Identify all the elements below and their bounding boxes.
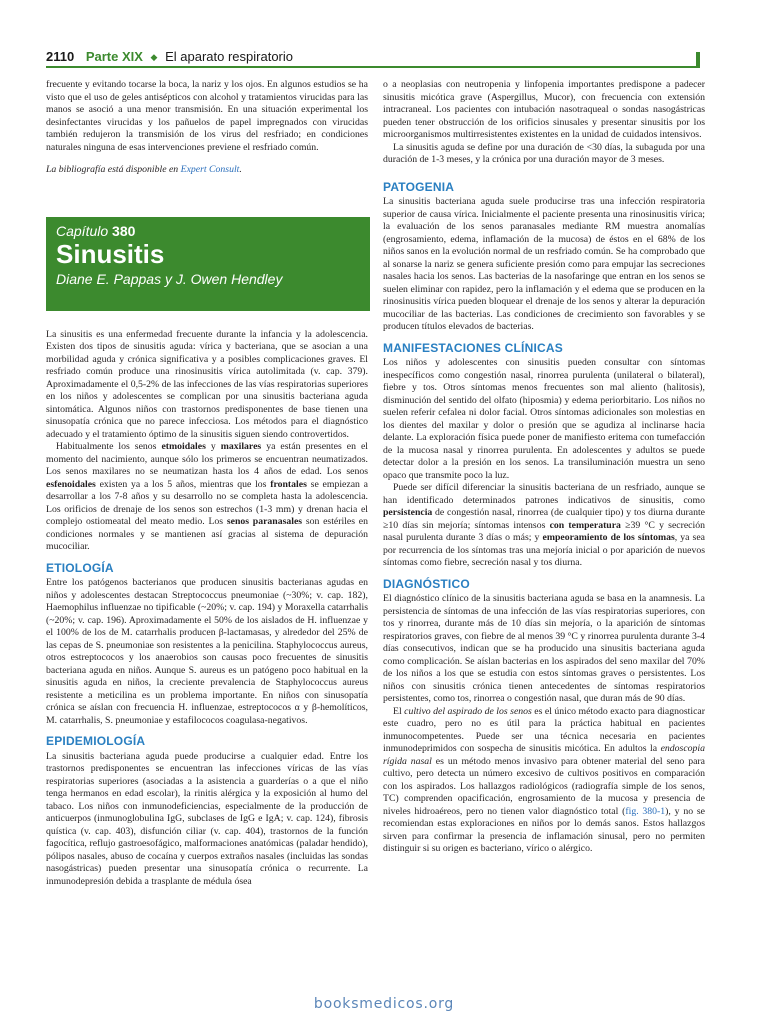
header-rule [46,66,700,68]
chapter-authors: Diane E. Pappas y J. Owen Hendley [56,271,283,287]
bibliography-note: La bibliografía está disponible en Expert Consult. [46,164,242,175]
left-column [46,79,368,888]
body-paragraph: El cultivo del aspirado de los senos es el único método exacto para diagnosticar este cuadro, pero no es útil para la práctica habitual en pacientes inmunocompetentes. Puede ser una técnica necesaria en pacientes inmunodeprimidos con sospecha de sinusitis micótica. En adultos la endoscopia rígida nasal es un método menos invasivo para obtener material del seno para cultivo, pero detecta un número excesivo de cultivos positivos en comparación con los aspirados. Los hallazgos radiológicos (radiografía simple de los senos, TC) comprenden opacificación, engrosamiento de la mucosa y presencia de niveles hidroaéreos, pero no tienen valor diagnóstico total (fig. 380-1), y no se recomiendan estas exploraciones en niños por lo demás sanos. Estos hallazgos sirven para confirmar la presencia de inflamación sinusal, pero no permiten distinguir si su origen es bacteriano, vírico o alérgico. [383,705,706,854]
expert-consult-link[interactable]: Expert Consult [180,164,240,175]
body-paragraph: El diagnóstico clínico de la sinusitis bacteriana aguda se basa en la anamnesis. La persistencia de síntomas de una infección de las vías respiratorias superiores, con tos y rinorrea, durante más de 10 días sin mejoría, o la aparición de síntomas respiratorios graves, con fiebre de al menos 39 °C y rinorrea purulenta durante 3-4 días consecutivos, indican que se ha producido una sinusitis bacteriana aguda como complicación. Se aíslan bacterias en los aspirados del seno maxilar del 70% de los niños a los que se estudia con estos síntomas graves o persistentes. Los niños con sinusitis crónica tienen antecedentes de síntomas respiratorios persistentes, como tos, rinorrea o congestión nasal, que duran más de 90 días. [383,593,705,704]
section-heading-diagnostico: DIAGNÓSTICO [383,576,470,591]
body-paragraph: La sinusitis bacteriana aguda suele producirse tras una infección respiratoria superior de causa vírica. Inicialmente el paciente presenta una rinosinusitis vírica; la evaluación de los senos paranasales mediante RM muestra anomalías (engrosamiento, edema, inflamación de la mucosa) de éstos en el 68% de los niños sanos en la evolución normal de un resfriado común. Se ha comprobado que al sonarse la nariz se genera suficiente presión como para empujar las secreciones nasales hacia los senos. Las bacterias de la nasofaringe que entran en los senos se suelen eliminar con rapidez, pero la inflamación y el edema que se producen en la rinosinusitis vírica pueden bloquear el drenaje de los senos y alterar la depuración mucociliar de las bacterias. Las condiciones de crecimiento son favorables y se producen títulos elevados de bacterias. [383,196,705,332]
running-header [46,48,700,66]
section-heading-etiologia: ETIOLOGÍA [46,560,114,575]
body-paragraph: Entre los patógenos bacterianos que producen sinusitis bacterianas agudas en niños y adolescentes destacan Streptococcus pneumoniae (~30%; v. cap. 182), Haemophilus influenzae no tipificable (~20%; v. cap. 194) y Moraxella catarrhalis (~20%; v. cap. 196). Aproximadamente el 50% de los aislados de H. influenzae y el 100% de los de M. catarrhalis producen β-lactamasas, y alrededor del 25% de las cepas de S. pneumoniae son resistentes a la penicilina. Staphylococcus aureus, otros estreptococos y los anaerobios son causas poco frecuentes de sinusitis bacteriana aguda en niños. Aunque S. aureus es un patógeno poco habitual en la sinusitis aguda en niños, la creciente prevalencia de Staphylococcus aureus resistente a meticilina es un problema importante. En niños con sinusopatía crónica se aíslan con frecuencia H. influenzae, estreptococos α y β-hemolíticos, M. catarrhalis, S. pneumoniae y estafilococos coagulasa-negativos. [46,577,368,726]
section-heading-epidemiologia: EPIDEMIOLOGÍA [46,734,146,748]
section-title: El aparato respiratorio [165,49,293,64]
header-rule-tick [696,52,700,68]
intro-paragraph: frecuente y evitando tocarse la boca, la nariz y los ojos. En algunos estudios se ha visto que el uso de geles antisépticos con alcohol y tratamientos virucidas para las manos se asoció a una menor transmisión. En una situación experimental los desinfectantes virucidas y los pañuelos de papel impregnados con virucidas también redujeron la transmisión de los virus del resfriado; en condiciones naturales ninguna de esas intervenciones previene el resfriado común. [46,79,368,153]
page-number: 2110 [46,49,75,64]
body-paragraph: Los niños y adolescentes con sinusitis pueden consultar con síntomas inespecíficos como congestión nasal, rinorrea purulenta (unilateral o bilateral), fiebre y tos. Otros síntomas menos frecuentes son mal aliento (halitosis), disminución del sentido del olfato (hiposmia) y edema periorbitario. Los niños no suelen referir cefalea ni dolor facial. Otros síntomas adicionales son molestias en los dientes del maxilar y dolor o presión que se agudiza al inclinarse hacia delante. La exploración física puede poner de manifiesto eritema con tumefacción de la mucosa nasal y rinorrea purulenta. En adolescentes y adultos se puede detectar dolor a la presión en los senos. La transiluminación muestra un seno opaco que transmite poco la luz. [383,357,705,481]
body-paragraph: La sinusitis aguda se define por una duración de <30 días, la subaguda por una duración de 1-3 meses, y la crónica por una duración mayor de 3 meses. [383,141,705,165]
diamond-icon: ◆ [150,52,158,62]
chapter-banner [46,217,370,311]
part-label: Parte XIX [85,49,143,64]
watermark: booksmedicos.org [313,996,455,1012]
chapter-number: Capítulo 380 [56,222,136,239]
body-paragraph: o a neoplasias con neutropenia y linfopenia importantes predispone a padecer sinusitis micótica grave (Aspergillus, Mucor), con frecuencia con extensión intracraneal. Los pacientes con intubación nasotraqueal o sondas nasogástricas pueden tener obstrucción de los orificios sinusales y presentar sinusitis por los microorganismos multirresistentes existentes en la unidad de cuidados intensivos. [383,79,705,140]
section-heading-patogenia: PATOGENIA [383,179,455,194]
right-column [383,79,705,856]
body-paragraph: La sinusitis bacteriana aguda puede producirse a cualquier edad. Entre los trastornos predisponentes se encuentran las infecciones víricas de las vías respiratorias superiores (asociadas a la asistencia a guarderías o a que el niño tenga hermanos en edad escolar), la rinitis alérgica y la exposición al humo del tabaco. Los niños con inmunodeficiencias, especialmente de la producción de anticuerpos (inmunoglobulina IgG, subclases de IgG e IgA; v. cap. 124), fibrosis quística (v. cap. 403), disfunción ciliar (v. cap. 404), trastornos de la función fagocítica, reflujo gastroesofágico, malformaciones anatómicas (paladar hendido), pólipos nasales, abuso de cocaína y cuerpos extraños nasales (incluidas las sondas nasogástricas) pueden presentar una sinusopatía crónica o recurrente. La inmunodepresión debida a trasplante de médula ósea [46,750,368,887]
body-paragraph: Puede ser difícil diferenciar la sinusitis bacteriana de un resfriado, aunque se han identificado determinados patrones indicativos de sinusitis, como persistencia de congestión nasal, rinorrea (de cualquier tipo) y tos diurna durante ≥10 días sin mejoría; síntomas intensos con temperatura ≥39 °C y secreción nasal purulenta durante 3 días o más; y empeoramiento de los síntomas, ya sea por recurrencia de los síntomas tras una mejoría inicial o por aparición de nuevos síntomas como fiebre, secreción nasal y tos diurna. [383,482,705,568]
chapter-title: Sinusitis [56,239,165,269]
figure-link[interactable]: fig. 380-1 [625,805,666,817]
body-paragraph: Habitualmente los senos etmoidales y maxilares ya están presentes en el momento del nacimiento, aunque sólo los primeros se encuentran neumatizados. Los senos maxilares no se neumatizan hasta los 4 años de edad. Los senos esfenoidales existen ya a los 5 años, mientras que los frontales se empiezan a desarrollar a los 7-8 años y su desarrollo no se completa hasta la adolescencia. Los orificios de drenaje de los senos son estrechos (1-3 mm) y drenan hacia el complejo ostiomeatal del meato medio. Los senos paranasales son estériles en condiciones normales y se mantienen así gracias al sistema de depuración mucociliar. [46,441,368,552]
section-heading-manifestaciones: MANIFESTACIONES CLÍNICAS [383,340,563,355]
body-paragraph: La sinusitis es una enfermedad frecuente durante la infancia y la adolescencia. Existen dos tipos de sinusitis aguda: vírica y bacteriana, que se asocian a una morbilidad aguda y crónica significativa y a posibles complicaciones graves. El resfriado común produce una rinosinusitis vírica autolimitada (v. cap. 379). Aproximadamente el 0,5-2% de las infecciones de las vías respiratorias superiores en los niños y adolescentes se complican por una sinusitis bacteriana aguda sintomática. Algunos niños con trastornos predisponentes de base tienen una sinusopatía crónica que no parece infecciosa. Los métodos para el diagnóstico adecuado y el tratamiento óptimo de la sinusitis siguen siendo controvertidos. [46,328,368,440]
